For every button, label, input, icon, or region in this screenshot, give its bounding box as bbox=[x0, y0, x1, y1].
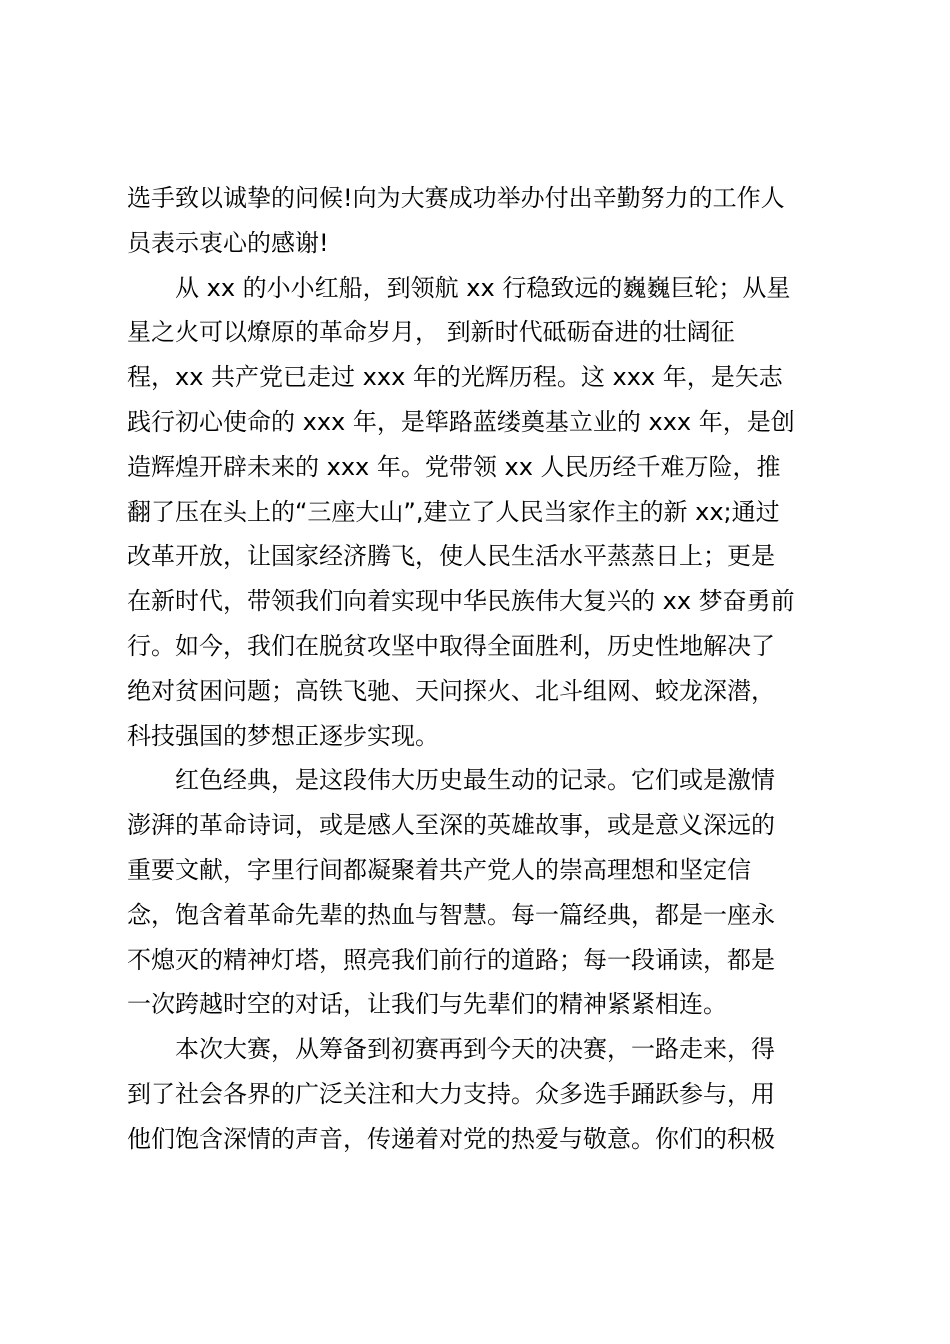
paragraph-first-line: 红色经典，是这段伟大历史最生动的记录。它们或是激情 bbox=[175, 766, 775, 795]
text-line: 重要文献，字里行间都凝聚着共产党人的崇高理想和坚定信 bbox=[127, 855, 751, 884]
text-line: 科技强国的梦想正逐步实现。 bbox=[127, 721, 439, 750]
text-line: 程，xx 共产党已走过 xxx 年的光辉历程。这 xxx 年，是矢志 bbox=[127, 363, 783, 392]
paragraph-first-line: 本次大赛，从筹备到初赛再到今天的决赛，一路走来，得 bbox=[175, 1035, 775, 1064]
text-line: 不熄灭的精神灯塔，照亮我们前行的道路；每一段诵读，都是 bbox=[127, 945, 775, 974]
text-line: 行。如今，我们在脱贫攻坚中取得全面胜利，历史性地解决了 bbox=[127, 631, 775, 660]
paragraph-first-line: 从 xx 的小小红船，到领航 xx 行稳致远的巍巍巨轮；从星 bbox=[175, 273, 791, 302]
text-line: 星之火可以燎原的革命岁月， 到新时代砥砺奋进的壮阔征 bbox=[127, 318, 735, 347]
text-line: 翻了压在头上的“三座大山”,建立了人民当家作主的新 xx;通过 bbox=[127, 497, 780, 526]
text-line: 员表示衷心的感谢! bbox=[127, 228, 329, 257]
text-line: 念，饱含着革命先辈的热血与智慧。每一篇经典，都是一座永 bbox=[127, 900, 775, 929]
text-line: 到了社会各界的广泛关注和大力支持。众多选手踊跃参与，用 bbox=[127, 1079, 775, 1108]
text-line: 践行初心使命的 xxx 年，是筚路蓝缕奠基立业的 xxx 年，是创 bbox=[127, 407, 795, 436]
text-line: 造辉煌开辟未来的 xxx 年。党带领 xx 人民历经千难万险，推 bbox=[127, 452, 781, 481]
text-line: 选手致以诚挚的问候!向为大赛成功举办付出辛勤努力的工作人 bbox=[127, 184, 785, 212]
text-line: 澎湃的革命诗词，或是感人至深的英雄故事，或是意义深远的 bbox=[127, 811, 775, 840]
body-text bbox=[127, 176, 832, 1162]
text-line: 他们饱含深情的声音，传递着对党的热爱与敬意。你们的积极 bbox=[127, 1124, 775, 1153]
text-line: 改革开放，让国家经济腾飞，使人民生活水平蒸蒸日上；更是 bbox=[127, 542, 775, 571]
text-line: 一次跨越时空的对话，让我们与先辈们的精神紧紧相连。 bbox=[127, 990, 727, 1019]
text-line: 绝对贫困问题；高铁飞驰、天问探火、北斗组网、蛟龙深潜， bbox=[127, 676, 775, 705]
text-line: 在新时代，带领我们向着实现中华民族伟大复兴的 xx 梦奋勇前 bbox=[127, 587, 795, 616]
